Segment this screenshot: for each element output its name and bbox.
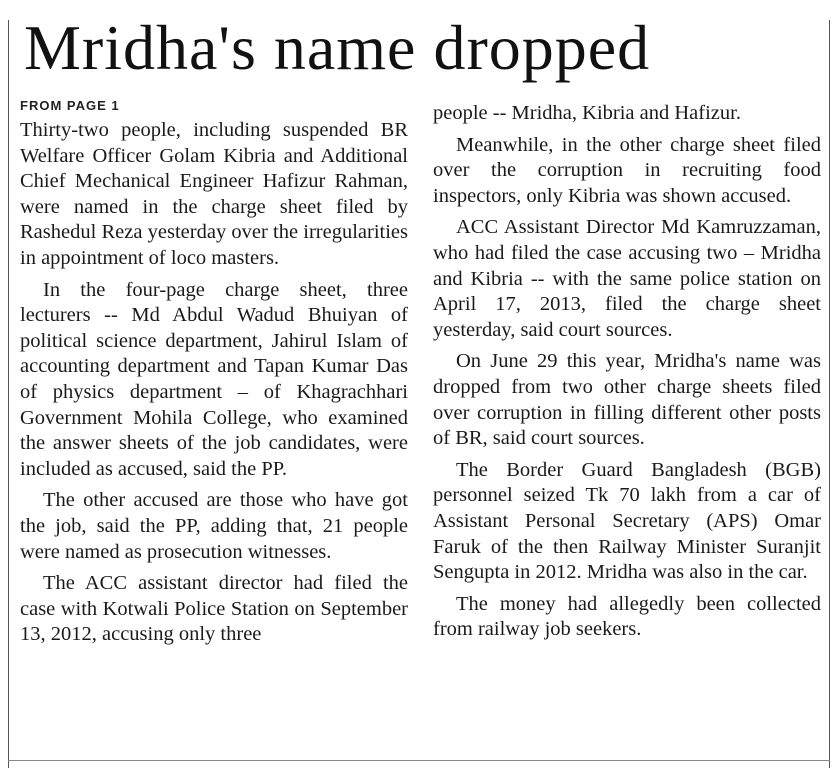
article-column-right [433, 101, 821, 643]
paragraph: The Border Guard Bangladesh (BGB) personnel seized Tk 70 lakh from a car of Assistant Personal Secretary (APS) Omar Faruk of the then Railway Minister Suranjit Sengupta in 2012. Mridha was also in the car. [433, 458, 821, 584]
continuation-kicker: FROM PAGE 1 [20, 98, 120, 113]
paragraph: ACC Assistant Director Md Kamruzzaman, who had filed the case accusing two – Mridha and Kibria -- with the same police station on April 17, 2013, filed the charge sheet yesterday, said court sources. [433, 216, 821, 341]
paragraph: Thirty-two people, including suspended BR Welfare Officer Golam Kibria and Additional Chief Mechanical Engineer Hafizur Rahman, were named in the charge sheet filed by Rashedul Reza yesterday over the irregularities in appointment of loco masters. [20, 119, 408, 269]
headline: Mridha's name dropped [24, 12, 651, 83]
paragraph: The ACC assistant director had filed the case with Kotwali Police Station on September 13, 2012, accusing only three [20, 572, 408, 646]
left-column-rule [8, 20, 9, 768]
paragraph: The other accused are those who have got the job, said the PP, adding that, 21 people were named as prosecution witnesses. [20, 489, 408, 563]
paragraph: On June 29 this year, Mridha's name was dropped from two other charge sheets filed over corruption in filling different other posts of BR, said court sources. [433, 350, 821, 450]
article-column-left [20, 98, 408, 648]
bottom-rule [8, 760, 830, 761]
right-column-rule [829, 20, 830, 768]
paragraph: In the four-page charge sheet, three lecturers -- Md Abdul Wadud Bhuiyan of political science department, Jahirul Islam of accounting department and Tapan Kumar Das of physics department – of Khagrachhari Government Mohila College, who examined the answer sheets of the job candidates, were included as accused, said the PP. [20, 278, 408, 480]
paragraph: The money had allegedly been collected from railway job seekers. [433, 592, 821, 641]
paragraph: Meanwhile, in the other charge sheet filed over the corruption in recruiting food inspectors, only Kibria was shown accused. [433, 133, 821, 207]
paragraph: people -- Mridha, Kibria and Hafizur. [433, 102, 741, 124]
